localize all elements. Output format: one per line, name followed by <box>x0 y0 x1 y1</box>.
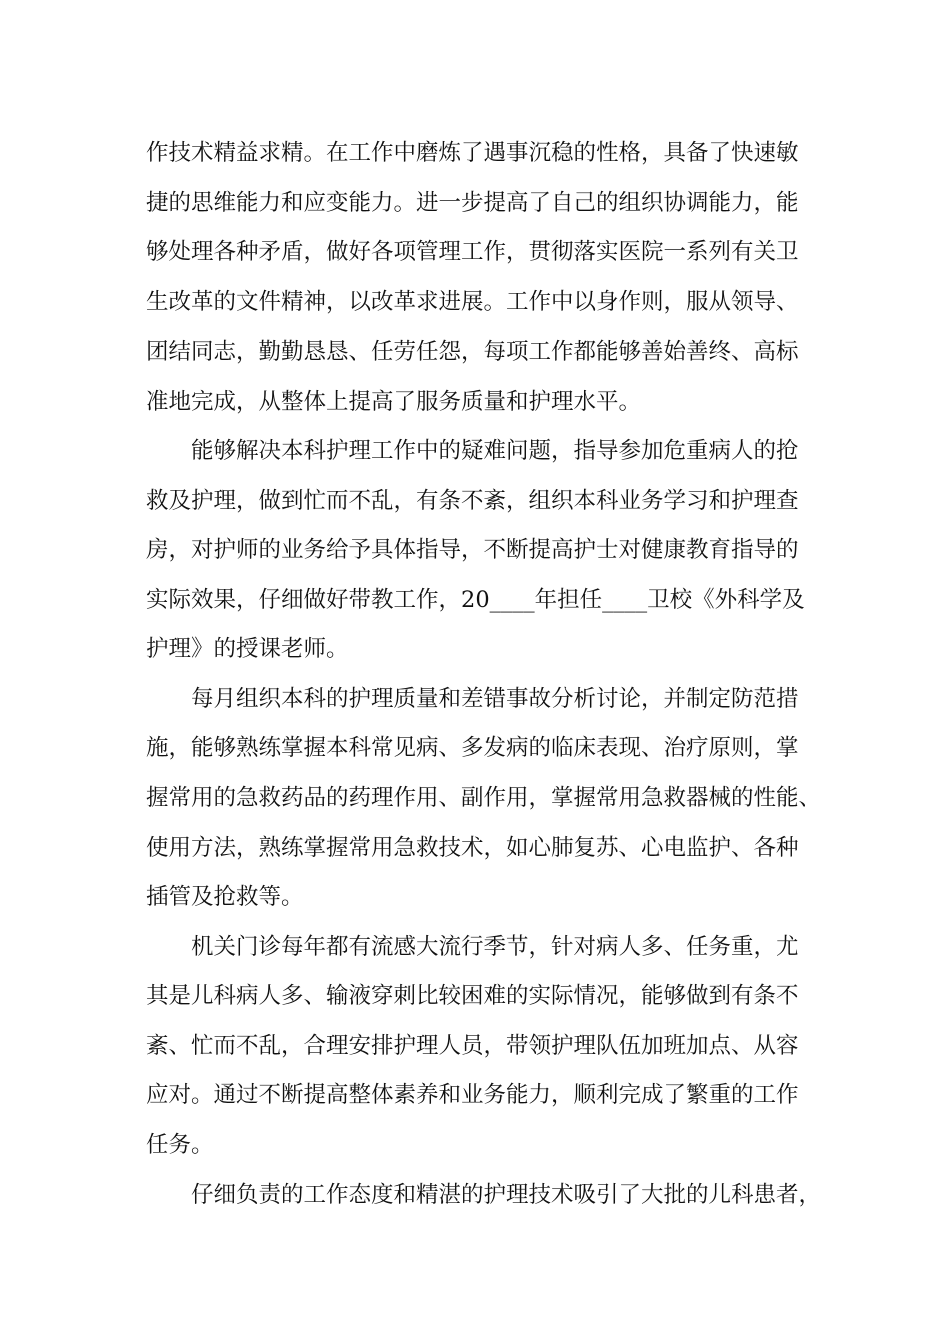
text-line: 够处理各种矛盾，做好各项管理工作，贯彻落实医院一系列有关卫 <box>146 239 799 265</box>
text-line: 团结同志，勤勤恳恳、任劳任怨，每项工作都能够善始善终、高标 <box>146 339 799 365</box>
text-line: 使用方法，熟练掌握常用急救技术，如心肺复苏、心电监护、各种 <box>146 835 799 861</box>
text-line: 作技术精益求精。在工作中磨炼了遇事沉稳的性格，具备了快速敏 <box>146 140 799 166</box>
text-line: 紊、忙而不乱，合理安排护理人员，带领护理队伍加班加点、从容 <box>146 1033 799 1059</box>
text-line: 房，对护师的业务给予具体指导，不断提高护士对健康教育指导的 <box>146 537 799 563</box>
text-line: 施，能够熟练掌握本科常见病、多发病的临床表现、治疗原则，掌 <box>146 735 799 761</box>
text-line: 实际效果，仔细做好带教工作，20____年担任____卫校《外科学及 <box>146 587 805 613</box>
paragraph-first-line: 每月组织本科的护理质量和差错事故分析讨论，并制定防范措 <box>191 686 799 712</box>
paragraph-first-line: 机关门诊每年都有流感大流行季节，针对病人多、任务重，尤 <box>191 934 799 960</box>
text-line: 护理》的授课老师。 <box>146 636 349 662</box>
paragraph-first-line: 能够解决本科护理工作中的疑难问题，指导参加危重病人的抢 <box>191 438 799 464</box>
text-line: 其是儿科病人多、输液穿刺比较困难的实际情况，能够做到有条不 <box>146 983 799 1009</box>
text-line: 应对。通过不断提高整体素养和业务能力，顺利完成了繁重的工作 <box>146 1082 799 1108</box>
text-line: 救及护理，做到忙而不乱，有条不紊，组织本科业务学习和护理查 <box>146 488 799 514</box>
text-line: 握常用的急救药品的药理作用、副作用，掌握常用急救器械的性能、 <box>146 785 822 811</box>
text-line: 插管及抢救等。 <box>146 884 304 910</box>
text-line: 任务。 <box>146 1132 214 1158</box>
paragraph-first-line: 仔细负责的工作态度和精湛的护理技术吸引了大批的儿科患者， <box>191 1182 822 1208</box>
text-line: 生改革的文件精神，以改革求进展。工作中以身作则，服从领导、 <box>146 289 799 315</box>
text-line: 准地完成，从整体上提高了服务质量和护理水平。 <box>146 389 642 415</box>
text-line: 捷的思维能力和应变能力。进一步提高了自己的组织协调能力，能 <box>146 190 799 216</box>
